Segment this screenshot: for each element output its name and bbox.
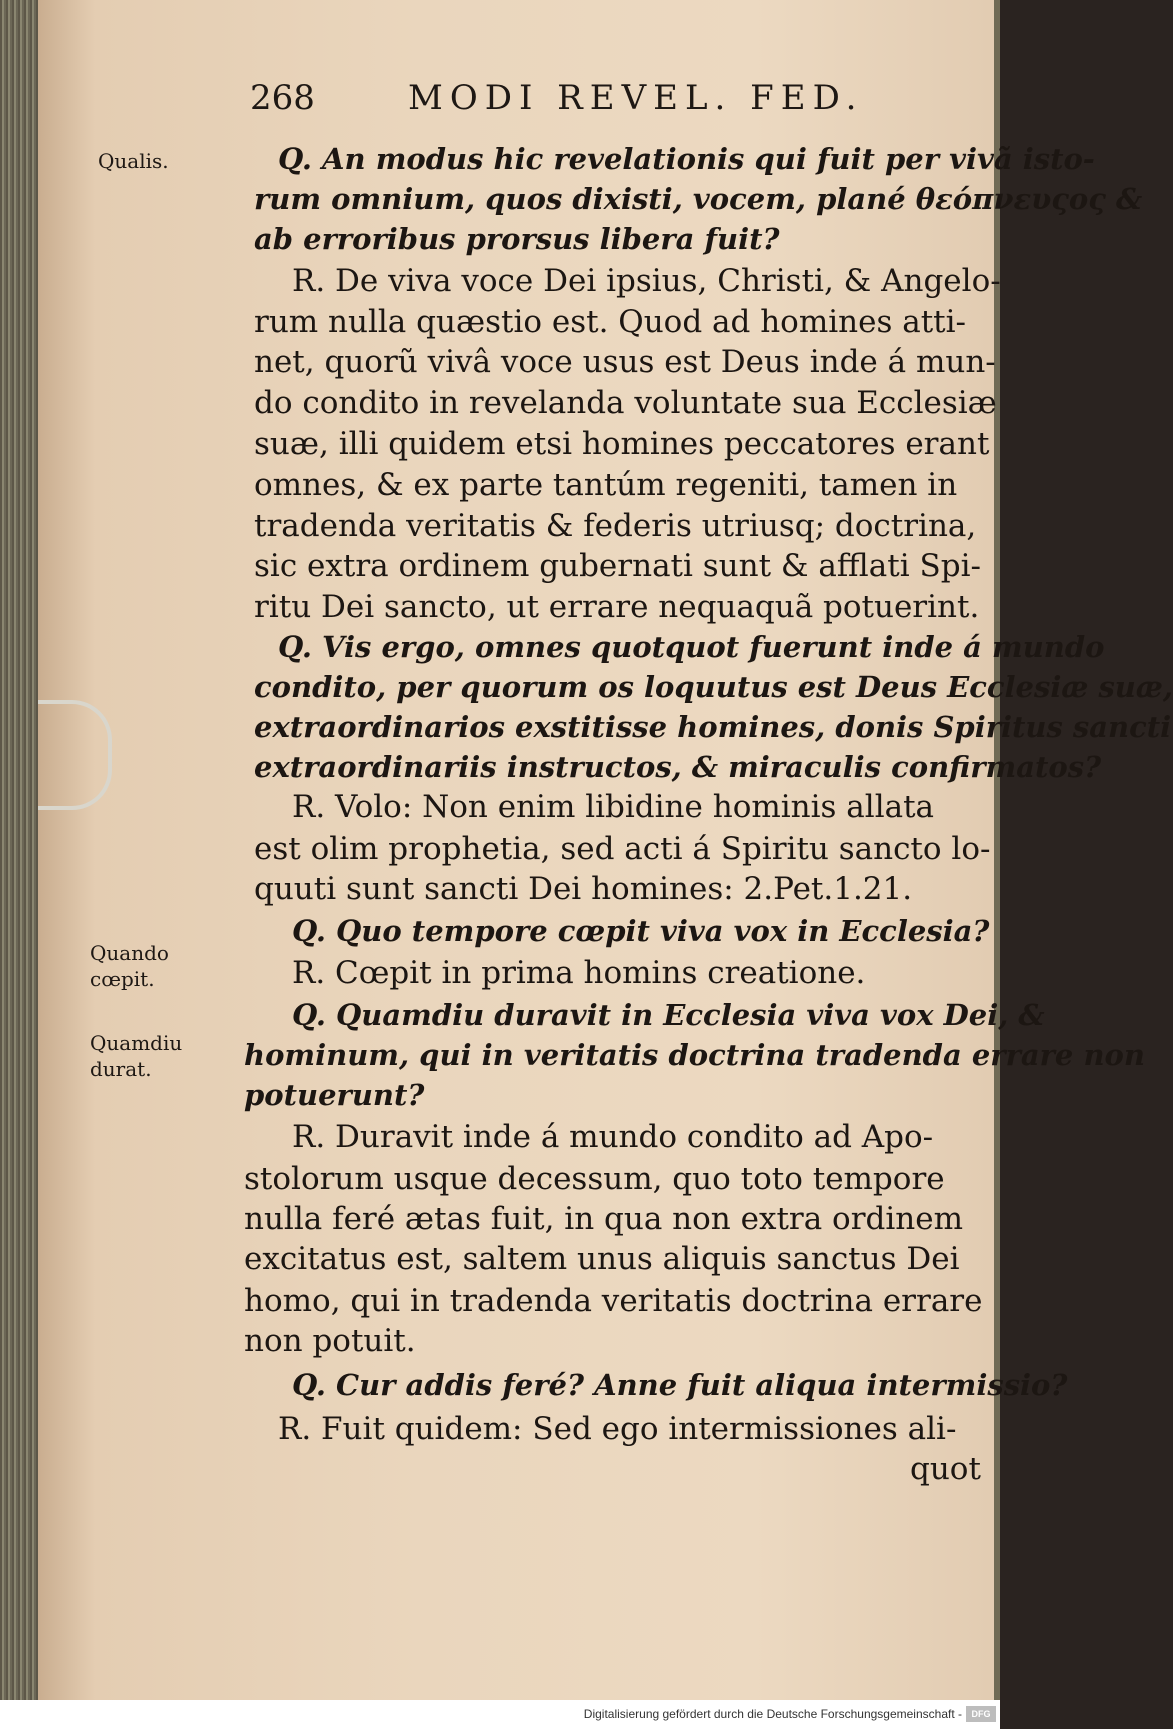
book-page	[38, 0, 1173, 1700]
text-line: sic extra ordinem gubernati sunt & afflati Spi-	[254, 548, 981, 584]
text-line: hominum, qui in veritatis doctrina tradenda errare non	[244, 1038, 1145, 1072]
margin-note: durat.	[90, 1057, 152, 1081]
text-line: net, quorũ vivâ voce usus est Deus inde á mun-	[254, 344, 996, 380]
footer-credit: Digitalisierung gefördert durch die Deutsche Forschungsgemeinschaft -	[583, 1707, 962, 1721]
text-line: ab erroribus prorsus libera fuit?	[254, 222, 780, 256]
text-line: R. Volo: Non enim libidine hominis allata	[292, 789, 935, 825]
text-line: homo, qui in tradenda veritatis doctrina errare	[244, 1283, 983, 1319]
text-line: R. De viva voce Dei ipsius, Christi, & Angelo-	[292, 263, 1001, 299]
margin-note: cœpit.	[90, 967, 155, 991]
page-clip	[38, 700, 112, 810]
text-line: condito, per quorum os loquutus est Deus Ecclesiæ suæ,	[254, 670, 1173, 704]
text-line: potuerunt?	[244, 1078, 425, 1112]
dfg-logo: DFG	[966, 1706, 996, 1722]
text-line: Q. Vis ergo, omnes quotquot fuerunt inde á mundo	[278, 630, 1105, 664]
text-line: rum omnium, quos dixisti, vocem, plané θεόπνευςος &	[254, 182, 1143, 216]
text-line: ritu Dei sancto, ut errare nequaquã potuerint.	[254, 589, 980, 625]
page-header	[38, 78, 1000, 128]
text-line: Q. Cur addis feré? Anne fuit aliqua intermissio?	[292, 1368, 1068, 1402]
text-line: extraordinarios exstitisse homines, donis Spiritus sancti	[254, 710, 1172, 744]
margin-note: Quamdiu	[90, 1031, 183, 1055]
text-line: quuti sunt sancti Dei homines: 2.Pet.1.21.	[254, 871, 913, 907]
margin-note: Quando	[90, 941, 169, 965]
text-line: est olim prophetia, sed acti á Spiritu sancto lo-	[254, 831, 991, 867]
text-line: R. Fuit quidem: Sed ego intermissiones ali-	[278, 1411, 957, 1447]
text-line: extraordinariis instructos, & miraculis confirmatos?	[254, 750, 1102, 784]
text-line: excitatus est, saltem unus aliquis sanctus Dei	[244, 1241, 960, 1277]
text-line: Q. Quo tempore cœpit viva vox in Ecclesia?	[292, 914, 990, 948]
book-edge	[0, 0, 38, 1700]
text-line: quot	[910, 1451, 981, 1487]
text-line: suæ, illi quidem etsi homines peccatores erant	[254, 426, 990, 462]
text-line: omnes, & ex parte tantúm regeniti, tamen in	[254, 467, 958, 503]
margin-note: Qualis.	[98, 149, 169, 173]
running-title: MODI REVEL. FED.	[408, 78, 864, 118]
text-line: non potuit.	[244, 1323, 416, 1359]
text-line: stolorum usque decessum, quo toto tempore	[244, 1161, 945, 1197]
footer-bar	[0, 1700, 1000, 1729]
text-line: rum nulla quæstio est. Quod ad homines atti-	[254, 304, 967, 340]
text-line: tradenda veritatis & federis utriusq; doctrina,	[254, 508, 977, 544]
text-line: R. Duravit inde á mundo condito ad Apo-	[292, 1119, 934, 1155]
text-line: R. Cœpit in prima homins creatione.	[292, 955, 866, 991]
text-line: do condito in revelanda voluntate sua Ecclesiæ	[254, 385, 997, 421]
text-line: nulla feré ætas fuit, in qua non extra ordinem	[244, 1201, 964, 1237]
page-number: 268	[250, 78, 315, 118]
text-line: Q. Quamdiu duravit in Ecclesia viva vox Dei, &	[292, 998, 1045, 1032]
text-line: Q. An modus hic revelationis qui fuit per vivã isto-	[278, 142, 1095, 176]
